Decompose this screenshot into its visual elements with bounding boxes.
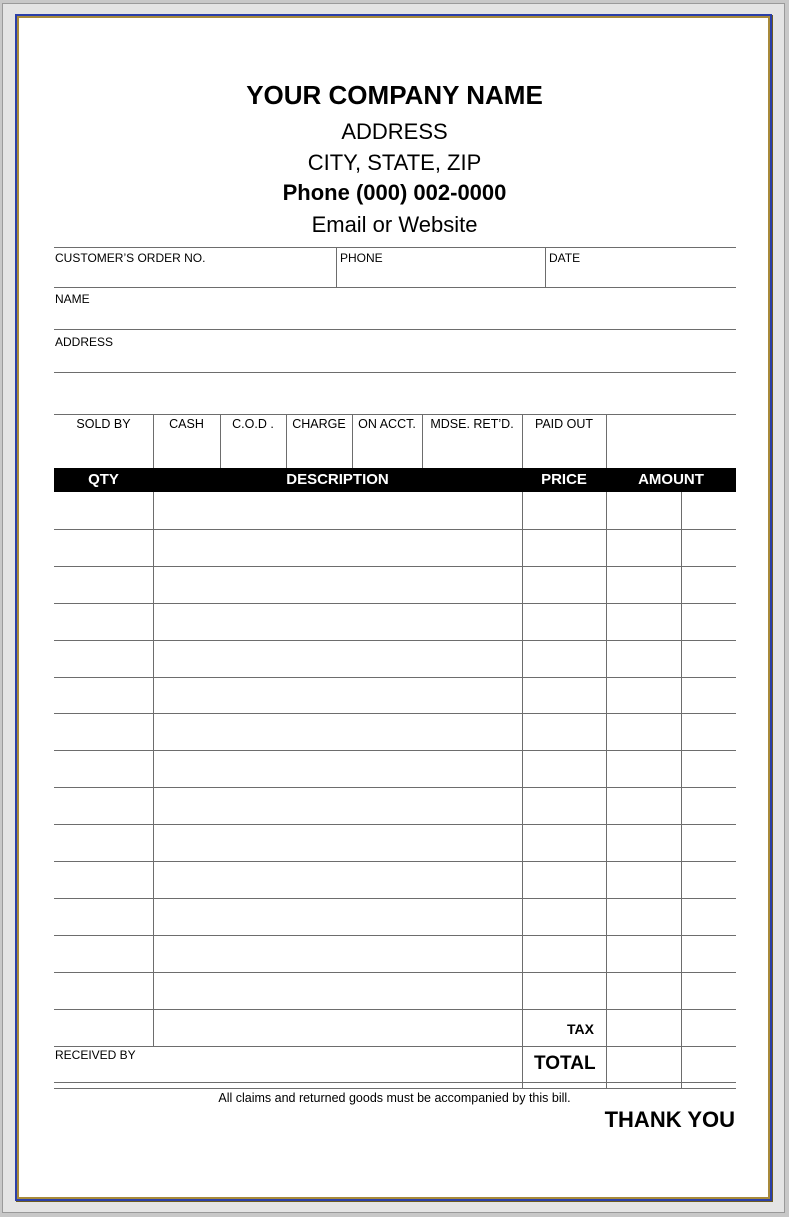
price-column-divider xyxy=(606,492,607,1088)
thank-you-text: THANK YOU xyxy=(604,1107,735,1132)
table-row-divider xyxy=(54,677,736,678)
divider xyxy=(545,247,546,288)
company-email: Email or Website xyxy=(311,212,478,237)
table-row-divider xyxy=(54,861,736,862)
total-label: TOTAL xyxy=(534,1053,596,1074)
sold-by-label: SOLD BY xyxy=(76,417,131,431)
divider xyxy=(606,414,607,468)
amount-header: AMOUNT xyxy=(638,471,704,488)
order-no-label: CUSTOMER’S ORDER NO. xyxy=(55,251,206,265)
table-row-divider xyxy=(54,787,736,788)
table-row-divider xyxy=(54,1046,736,1047)
phone-label: PHONE xyxy=(340,251,383,265)
address-label: ADDRESS xyxy=(55,335,114,349)
table-row-divider xyxy=(54,603,736,604)
divider xyxy=(54,372,736,373)
table-row-divider xyxy=(54,935,736,936)
date-label: DATE xyxy=(549,251,581,265)
received-by-label: RECEIVED BY xyxy=(55,1048,136,1062)
company-city-state-zip: CITY, STATE, ZIP xyxy=(307,150,482,175)
qty-header: QTY xyxy=(88,471,119,488)
divider xyxy=(54,247,736,248)
table-row-divider xyxy=(54,750,736,751)
cash-label: CASH xyxy=(169,417,204,431)
description-column-divider xyxy=(522,492,523,1088)
company-phone: Phone (000) 002-0000 xyxy=(282,180,507,205)
table-header xyxy=(54,468,736,492)
merchandise-returned-label: MDSE. RET’D. xyxy=(430,417,514,431)
charge-label: CHARGE xyxy=(292,417,346,431)
name-label: NAME xyxy=(55,292,90,306)
table-row-divider xyxy=(54,1082,736,1083)
table-bottom-border xyxy=(54,1088,736,1089)
table-row-divider xyxy=(54,529,736,530)
table-row-divider xyxy=(54,713,736,714)
cents-column-divider xyxy=(681,492,682,1088)
table-row-divider xyxy=(54,898,736,899)
on-account-label: ON ACCT. xyxy=(358,417,416,431)
table-row-divider xyxy=(54,640,736,641)
disclaimer-text: All claims and returned goods must be accompanied by this bill. xyxy=(218,1091,571,1105)
table-row-divider xyxy=(54,972,736,973)
table-row-divider xyxy=(54,824,736,825)
description-header: DESCRIPTION xyxy=(286,471,389,488)
table-row-divider xyxy=(54,566,736,567)
divider xyxy=(54,329,736,330)
qty-column-divider xyxy=(153,492,154,1046)
divider xyxy=(54,287,736,288)
company-address: ADDRESS xyxy=(341,119,448,144)
company-name: YOUR COMPANY NAME xyxy=(246,80,543,110)
divider xyxy=(54,414,736,415)
divider xyxy=(336,247,337,288)
tax-label: TAX xyxy=(567,1021,594,1037)
paid-out-label: PAID OUT xyxy=(534,417,594,431)
price-header: PRICE xyxy=(541,471,587,488)
cod-label: C.O.D . xyxy=(232,417,274,431)
table-row-divider xyxy=(54,1009,736,1010)
